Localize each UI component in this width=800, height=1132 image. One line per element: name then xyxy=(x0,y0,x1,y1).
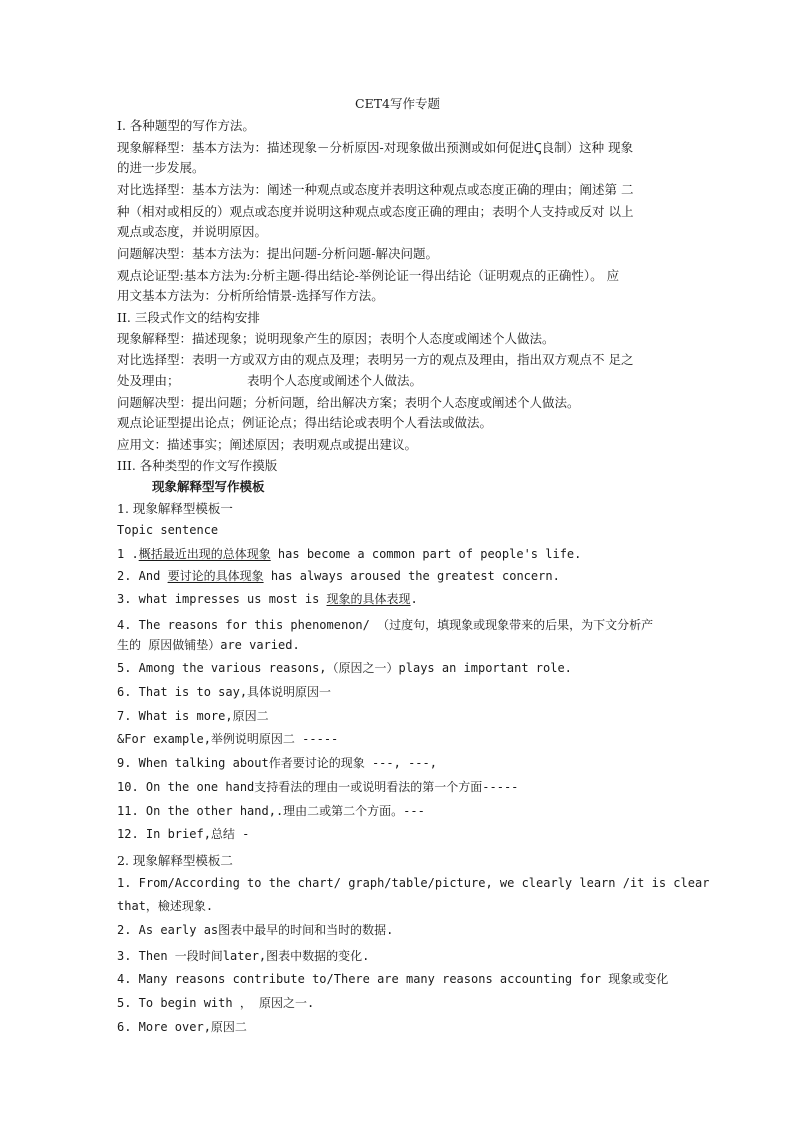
template-line: 4. The reasons for this phenomenon/ （过度句，填现象或现象带来的后果，为下文分析产 xyxy=(117,618,654,632)
paragraph-line: 问题解决型：提出问题；分析问题，给出解决方案；表明个人态度或阐述个人做法。 xyxy=(117,395,580,410)
template-line: &For example,举例说明原因二 ----- xyxy=(117,732,339,746)
template-line: 5. Among the various reasons,（原因之一）plays an important role. xyxy=(117,661,572,675)
section-1-heading: I. 各种题型的写作方法。 xyxy=(117,118,255,133)
paragraph-line: 观点论证型提出论点；例证论点；得出结论或表明个人看法或做法。 xyxy=(117,415,493,430)
line-text: has become a common part of people's life. xyxy=(270,547,582,561)
template-1-heading: 1. 现象解释型模板一 xyxy=(117,501,233,516)
template-line: 6. More over,原因二 xyxy=(117,1020,247,1034)
template-line: 4. Many reasons contribute to/There are many reasons accounting for 现象或变化 xyxy=(117,972,669,986)
paragraph-line: 应用文：描述事实；阐述原因；表明观点或提出建议。 xyxy=(117,437,418,452)
line-text: . xyxy=(410,592,418,606)
template-line: 11. On the other hand,.理由二或第二个方面。--- xyxy=(117,804,425,818)
template-line: Topic sentence xyxy=(117,523,219,537)
line-text: has always aroused the greatest concern. xyxy=(263,569,560,583)
underlined-placeholder: 现象的具体表现 xyxy=(326,592,411,606)
template-line: 12. In brief,总结 - xyxy=(117,827,250,841)
section-3-heading: III. 各种类型的作文写作摸版 xyxy=(117,458,278,473)
paragraph-line: 现象解释型：基本方法为：描述现象－分析原因-对现象做出预测或如何促进Ꞔ良制）这种 现象 xyxy=(117,140,634,155)
template-line: that，檢述现象. xyxy=(117,899,214,913)
template-line: 生的 原因做铺垫）are varied. xyxy=(117,638,300,652)
paragraph-line: 的进一步发展。 xyxy=(117,160,205,175)
template-line xyxy=(117,568,560,584)
section-2-heading: II. 三段式作文的结构安排 xyxy=(117,310,260,325)
underlined-placeholder: 概括最近出现的总体现象 xyxy=(138,547,271,561)
paragraph-line: 表明个人态度或阐述个人做法。 xyxy=(247,373,423,388)
template-line: 2. As early as图表中最早的时间和当时的数据. xyxy=(117,923,394,937)
paragraph-line: 现象解释型：描述现象；说明现象产生的原因；表明个人态度或阐述个人做法。 xyxy=(117,331,555,346)
paragraph-line: 问题解决型：基本方法为：提出问题-分析问题-解决问题。 xyxy=(117,246,438,261)
template-2-heading: 2. 现象解释型模板二 xyxy=(117,853,233,868)
template-line xyxy=(117,591,418,607)
page-title: CET4写作专题 xyxy=(355,96,440,111)
template-line: 3. Then 一段时间later,图表中数据的变化. xyxy=(117,949,370,963)
paragraph-line: 种（相对或相反的）观点或态度并说明这种观点或态度正确的理由；表明个人支持或反对 以上 xyxy=(117,204,634,219)
paragraph-line: 观点或态度，并说明原因。 xyxy=(117,224,268,239)
paragraph-line: 对比选择型：基本方法为：阐述一种观点或态度并表明这种观点或态度正确的理由；阐述第 二 xyxy=(117,182,634,197)
template-line: 6. That is to say,具体说明原因一 xyxy=(117,685,332,699)
paragraph-line: 用文基本方法为：分析所给情景-选择写作方法。 xyxy=(117,288,384,303)
template-line: 5. To begin with ， 原因之一. xyxy=(117,996,315,1010)
line-text: 3. what impresses us most is xyxy=(117,592,327,606)
paragraph-line: 观点论证型:基本方法为:分析主题-得出结论-举例论证一得出结论（证明观点的正确性）。 应 xyxy=(117,268,620,283)
template-line: 10. On the one hand支持看法的理由一或说明看法的第一个方面----- xyxy=(117,780,519,794)
template-line: 1. From/According to the chart/ graph/table/picture, we clearly learn /it is clear xyxy=(117,876,710,890)
line-text: 2. And xyxy=(117,569,168,583)
template-line: 7. What is more,原因二 xyxy=(117,709,269,723)
template-line: 9. When talking about作者要讨论的现象 ---, ---, xyxy=(117,756,437,770)
paragraph-line: 对比选择型：表明一方或双方由的观点及理；表明另一方的观点及理由，指出双方观点不 足之 xyxy=(117,352,634,367)
line-number: 1 . xyxy=(117,547,139,561)
paragraph-line: 处及理由； xyxy=(117,373,180,388)
underlined-placeholder: 要讨论的具体现象 xyxy=(167,569,264,583)
subsection-heading: 现象解释型写作模板 xyxy=(152,479,265,494)
template-line xyxy=(117,546,581,562)
